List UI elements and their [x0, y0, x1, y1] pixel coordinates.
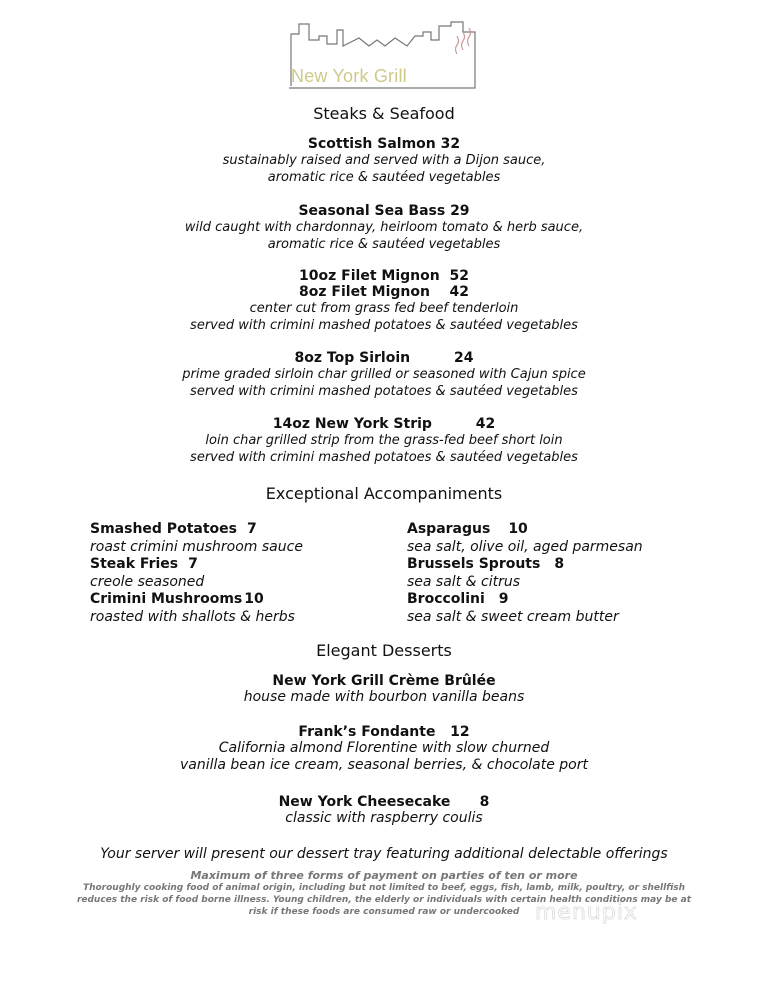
side-price: 7 — [246, 521, 257, 537]
item-desc: aromatic rice & sautéed vegetables — [267, 237, 501, 252]
side-name: Steak Fries — [90, 556, 179, 572]
item-name: New York Grill Crème Brûlée — [272, 673, 496, 689]
item-desc: California almond Florentine with slow churned — [218, 740, 550, 756]
side-name: Asparagus — [407, 521, 491, 537]
menu-item-new-york-strip — [0, 416, 768, 466]
side-name: Crimini Mushrooms — [90, 591, 243, 607]
item-name: Frank’s Fondante — [298, 724, 436, 740]
accompaniments-right-column — [407, 521, 643, 626]
restaurant-name-logo: New York Grill — [291, 66, 407, 86]
side-price: 10 — [508, 521, 528, 537]
side-name: Brussels Sprouts — [407, 556, 541, 572]
dessert-creme-brulee — [0, 673, 768, 706]
item-desc: aromatic rice & sautéed vegetables — [267, 170, 501, 185]
item-price: 12 — [450, 724, 470, 740]
item-price: 32 — [440, 136, 461, 152]
item-desc: prime graded sirloin char grilled or seasoned with Cajun spice — [182, 367, 586, 382]
side-name: Smashed Potatoes — [90, 521, 237, 537]
item-desc: served with crimini mashed potatoes & sautéed vegetables — [190, 318, 578, 333]
payment-note: Maximum of three forms of payment on parties of ten or more — [190, 869, 578, 882]
item-price: 42 — [475, 416, 496, 432]
item-name: 8oz Top Sirloin — [294, 350, 411, 366]
accompaniments-left-column — [90, 521, 303, 626]
steaks-section-title: Steaks & Seafood — [313, 104, 455, 123]
menu-item-filet-mignon — [0, 268, 768, 334]
dessert-new-york-cheesecake — [0, 794, 768, 827]
side-desc: roast crimini mushroom sauce — [90, 538, 303, 555]
dessert-franks-fondante — [0, 724, 768, 774]
item-desc: wild caught with chardonnay, heirloom tomato & herb sauce, — [184, 220, 584, 235]
side-desc: roasted with shallots & herbs — [90, 608, 295, 625]
item-price: 52 — [449, 268, 469, 284]
item-price: 8 — [479, 794, 490, 810]
food-warning-line: Thoroughly cooking food of animal origin, including but not limited to beef, eggs, fish, lamb, milk, poultry, or shellfish — [82, 883, 686, 893]
item-name: 10oz Filet Mignon — [299, 268, 440, 284]
menu-item-top-sirloin — [0, 350, 768, 400]
server-note: Your server will present our dessert tray featuring additional delectable offerings — [100, 846, 668, 862]
item-name: 8oz Filet Mignon — [299, 284, 430, 300]
item-desc: classic with raspberry coulis — [285, 810, 483, 826]
item-desc: served with crimini mashed potatoes & sautéed vegetables — [190, 384, 578, 399]
item-desc: served with crimini mashed potatoes & sautéed vegetables — [190, 450, 578, 465]
desserts-section-title: Elegant Desserts — [316, 641, 452, 660]
item-price: 24 — [453, 350, 474, 366]
item-price: 42 — [449, 284, 469, 300]
item-name: Scottish Salmon — [307, 136, 436, 152]
item-price: 29 — [450, 203, 470, 219]
side-price: 10 — [244, 591, 264, 607]
item-desc: vanilla bean ice cream, seasonal berries, & chocolate port — [179, 757, 588, 773]
side-desc: sea salt & citrus — [407, 573, 521, 590]
side-name: Broccolini — [407, 591, 485, 607]
food-warning-line: risk if these foods are consumed raw or undercooked — [248, 907, 520, 917]
side-desc: creole seasoned — [90, 573, 205, 590]
accompaniments-section-title: Exceptional Accompaniments — [265, 484, 503, 503]
item-name: Seasonal Sea Bass — [298, 203, 446, 219]
item-desc: sustainably raised and served with a Dijon sauce, — [222, 153, 546, 168]
item-desc: loin char grilled strip from the grass-fed beef short loin — [205, 433, 563, 448]
side-price: 7 — [188, 556, 198, 572]
item-name: New York Cheesecake — [278, 794, 451, 810]
food-warning-line: reduces the risk of food borne illness. Young children, the elderly or individuals with certain health conditions may be at — [76, 895, 692, 905]
side-desc: sea salt & sweet cream butter — [407, 608, 619, 625]
side-desc: sea salt, olive oil, aged parmesan — [407, 538, 643, 555]
menu-item-seasonal-sea-bass — [0, 203, 768, 253]
side-price: 9 — [498, 591, 509, 607]
item-name: 14oz New York Strip — [272, 416, 432, 432]
menu-item-scottish-salmon — [0, 136, 768, 186]
side-price: 8 — [554, 556, 565, 572]
item-desc: center cut from grass fed beef tenderloin — [249, 301, 519, 316]
menupix-watermark: menupix — [535, 900, 638, 925]
item-desc: house made with bourbon vanilla beans — [243, 689, 525, 705]
